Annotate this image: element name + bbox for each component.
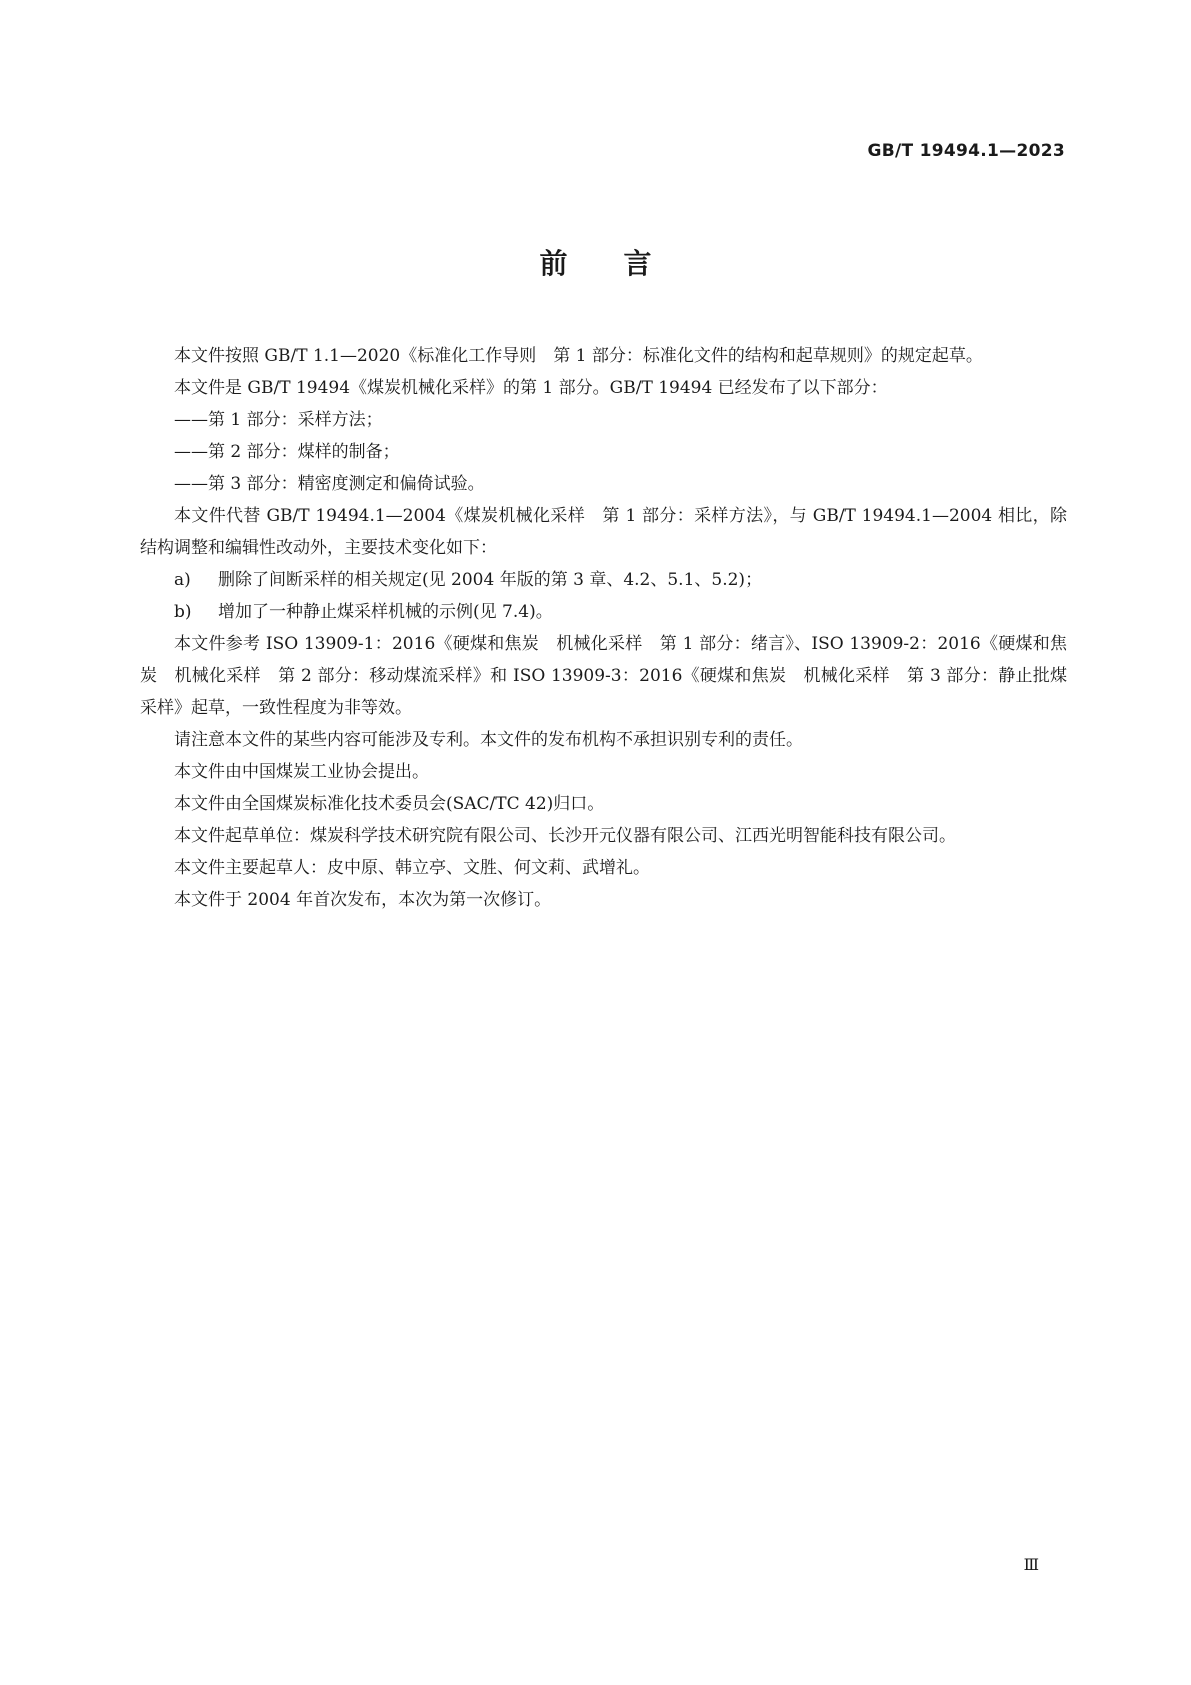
part-list-item-1: ——第 1 部分：采样方法； bbox=[174, 410, 383, 430]
paragraph-replacement: 本文件代替 GB/T 19494.1—2004《煤炭机械化采样 第 1 部分：采样方法》，与 GB/T 19494.1—2004 相比，除结构调整和编辑性改动外，主要技术变化如下： bbox=[140, 506, 1067, 558]
paragraph-history: 本文件于 2004 年首次发布，本次为第一次修订。 bbox=[174, 890, 552, 910]
paragraph-committee: 本文件由全国煤炭标准化技术委员会(SAC/TC 42)归口。 bbox=[174, 794, 605, 814]
paragraph-patent-notice: 请注意本文件的某些内容可能涉及专利。本文件的发布机构不承担识别专利的责任。 bbox=[174, 730, 803, 750]
page-title: 前 言 bbox=[539, 247, 652, 280]
change-item-a-text: 删除了间断采样的相关规定(见 2004 年版的第 3 章、4.2、5.1、5.2)； bbox=[218, 570, 763, 590]
paragraph-drafters: 本文件主要起草人：皮中原、韩立亭、文胜、何文莉、武增礼。 bbox=[174, 858, 650, 878]
paragraph-part-info: 本文件是 GB/T 19494《煤炭机械化采样》的第 1 部分。GB/T 19494 已经发布了以下部分： bbox=[174, 378, 888, 398]
paragraph-proposer: 本文件由中国煤炭工业协会提出。 bbox=[174, 762, 429, 782]
paragraph-drafting-rules: 本文件按照 GB/T 1.1—2020《标准化工作导则 第 1 部分：标准化文件的结构和起草规则》的规定起草。 bbox=[174, 346, 983, 366]
paragraph-drafting-units: 本文件起草单位：煤炭科学技术研究院有限公司、长沙开元仪器有限公司、江西光明智能科技有限公司。 bbox=[174, 826, 956, 846]
change-item-a bbox=[140, 564, 1067, 596]
change-item-b-text: 增加了一种静止煤采样机械的示例(见 7.4)。 bbox=[218, 602, 553, 622]
part-list-item-2: ——第 2 部分：煤样的制备； bbox=[174, 442, 400, 462]
part-list-item-3: ——第 3 部分：精密度测定和偏倚试验。 bbox=[174, 474, 485, 494]
change-item-b-label: b) bbox=[174, 602, 192, 622]
paragraph-references: 本文件参考 ISO 13909-1：2016《硬煤和焦炭 机械化采样 第 1 部分：绪言》、ISO 13909-2：2016《硬煤和焦炭 机械化采样 第 2 部分：移动煤流采样》和 ISO 13909-3：2016《硬煤和焦炭 机械化采样 第 3 部分：静止批煤采样》起草，一致性程度为非等效。 bbox=[140, 634, 1067, 718]
document-body bbox=[140, 340, 1067, 916]
change-item-b bbox=[140, 596, 1067, 628]
page-number: Ⅲ bbox=[1023, 1555, 1039, 1574]
standard-code: GB/T 19494.1—2023 bbox=[867, 141, 1065, 161]
change-item-a-label: a) bbox=[174, 570, 191, 590]
